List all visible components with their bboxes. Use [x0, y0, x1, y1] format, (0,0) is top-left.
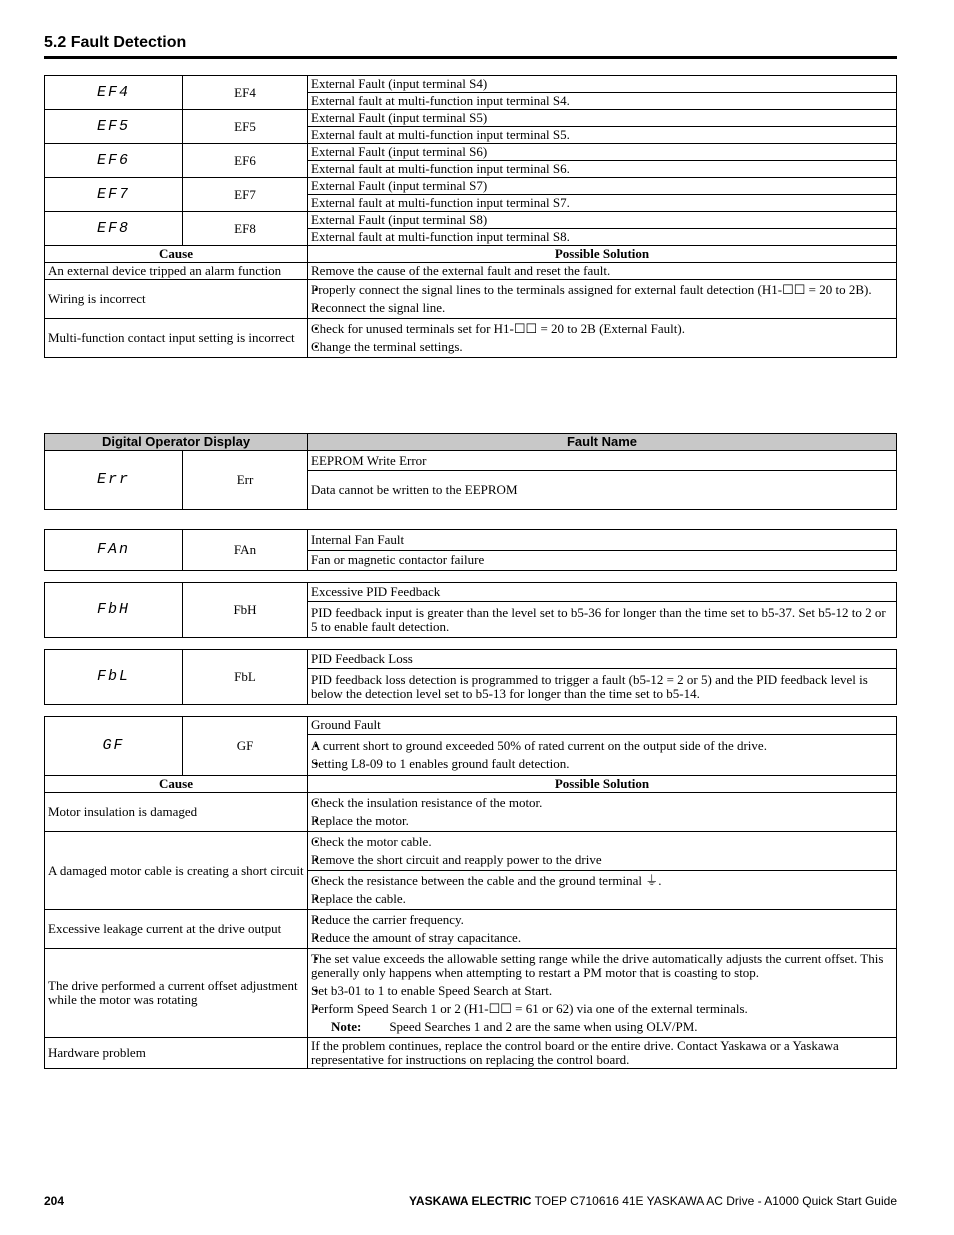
operator-display: EF4 — [45, 76, 183, 110]
fault-desc: PID feedback input is greater than the level set to b5-36 for longer than the time set to b5-37. Set b5-12 to 2 or 5 to enable fault detection. — [308, 602, 897, 638]
list-item: • Change the terminal settings. — [311, 338, 893, 356]
cause-cell: Hardware problem — [45, 1038, 308, 1069]
solution-header: Possible Solution — [308, 776, 897, 793]
cause-header-row — [45, 246, 897, 263]
list-item: • Setting L8-09 to 1 enables ground fault detection. — [311, 755, 893, 773]
fault-name: Ground Fault — [308, 717, 897, 735]
operator-display: EF5 — [45, 110, 183, 144]
ef-fault-table — [44, 75, 897, 358]
section-header — [44, 34, 897, 59]
footer-brand: YASKAWA ELECTRIC — [409, 1194, 532, 1208]
note — [311, 1018, 893, 1036]
solution-cell — [308, 871, 897, 910]
operator-display: EF7 — [45, 178, 183, 212]
operator-display: Err — [45, 451, 183, 510]
err-fault-table — [44, 433, 897, 510]
fault-desc: Data cannot be written to the EEPROM — [308, 471, 897, 510]
table-row — [45, 949, 897, 1038]
fault-code: FbL — [183, 650, 308, 705]
fault-code: FbH — [183, 583, 308, 638]
section-title: 5.2 Fault Detection — [44, 34, 187, 51]
table-row — [45, 212, 897, 229]
fan-fault-table — [44, 529, 897, 571]
list-item: • The set value exceeds the allowable setting range while the drive automatically adjusts the current offset. This generally only happens when attempting to restart a PM motor that is coasting to stop. — [311, 950, 893, 982]
cause-cell: An external device tripped an alarm function — [45, 263, 308, 280]
solution-cell: Remove the cause of the external fault and reset the fault. — [308, 263, 897, 280]
table-row — [45, 263, 897, 280]
cause-header: Cause — [45, 246, 308, 263]
fbh-fault-table — [44, 582, 897, 638]
fault-name: External Fault (input terminal S8) — [308, 212, 897, 229]
fault-desc: External fault at multi-function input terminal S8. — [308, 229, 897, 246]
page-number: 204 — [44, 1194, 65, 1208]
solution-cell — [308, 793, 897, 832]
list-item: • Reconnect the signal line. — [311, 299, 893, 317]
cause-cell: The drive performed a current offset adjustment while the motor was rotating — [45, 949, 308, 1038]
table-row — [45, 1038, 897, 1069]
cause-cell: A damaged motor cable is creating a short circuit — [45, 832, 308, 910]
table-row — [45, 530, 897, 551]
table-row — [45, 319, 897, 358]
cause-header: Cause — [45, 776, 308, 793]
fault-name: EEPROM Write Error — [308, 451, 897, 471]
fault-name: PID Feedback Loss — [308, 650, 897, 669]
list-item: • Replace the motor. — [311, 812, 893, 830]
fault-name: Excessive PID Feedback — [308, 583, 897, 602]
cause-cell: Multi-function contact input setting is incorrect — [45, 319, 308, 358]
list-item: • Reduce the carrier frequency. — [311, 911, 893, 929]
note-text: Speed Searches 1 and 2 are the same when using OLV/PM. — [389, 1019, 698, 1034]
operator-display: FbL — [45, 650, 183, 705]
operator-display: EF8 — [45, 212, 183, 246]
fault-code: EF6 — [183, 144, 308, 178]
fault-name: External Fault (input terminal S4) — [308, 76, 897, 93]
fault-desc: External fault at multi-function input terminal S7. — [308, 195, 897, 212]
fault-name: External Fault (input terminal S6) — [308, 144, 897, 161]
list-item: • Perform Speed Search 1 or 2 (H1-☐☐ = 61 or 62) via one of the external terminals. — [311, 1000, 893, 1018]
fault-name: Internal Fan Fault — [308, 530, 897, 551]
solution-cell — [308, 319, 897, 358]
list-item: • Reduce the amount of stray capacitance. — [311, 929, 893, 947]
solution-cell — [308, 949, 897, 1038]
gf-fault-table — [44, 716, 897, 1069]
fault-code: EF8 — [183, 212, 308, 246]
table-row — [45, 650, 897, 669]
solution-cell: If the problem continues, replace the control board or the entire drive. Contact Yaskawa or a Yaskawa representative for instructions on replacing the control board. — [308, 1038, 897, 1069]
list-item: • A current short to ground exceeded 50% of rated current on the output side of the drive. — [311, 737, 893, 755]
table-row — [45, 110, 897, 127]
solution-cell — [308, 832, 897, 871]
table-row — [45, 910, 897, 949]
footer-doc-title — [409, 1194, 897, 1208]
solution-cell — [308, 910, 897, 949]
list-item: • Properly connect the signal lines to the terminals assigned for external fault detection (H1-☐☐ = 20 to 2B). — [311, 281, 893, 299]
solution-cell — [308, 280, 897, 319]
table-row — [45, 144, 897, 161]
footer-doc: TOEP C710616 41E YASKAWA AC Drive - A1000 Quick Start Guide — [531, 1194, 897, 1208]
cause-cell: Motor insulation is damaged — [45, 793, 308, 832]
fault-code: EF4 — [183, 76, 308, 110]
list-item: • Check the motor cable. — [311, 833, 893, 851]
list-item: • Check the resistance between the cable and the ground terminal ⏚. — [311, 872, 893, 890]
table-row — [45, 583, 897, 602]
table-row — [45, 793, 897, 832]
operator-display-header: Digital Operator Display — [45, 434, 308, 451]
fault-code: GF — [183, 717, 308, 776]
fault-desc — [308, 734, 897, 775]
operator-display: FAn — [45, 530, 183, 571]
fault-code: EF7 — [183, 178, 308, 212]
note-label: Note: — [331, 1019, 362, 1034]
list-item: • Set b3-01 to 1 to enable Speed Search at Start. — [311, 982, 893, 1000]
fault-name: External Fault (input terminal S7) — [308, 178, 897, 195]
table-row — [45, 832, 897, 871]
fault-desc: External fault at multi-function input terminal S5. — [308, 127, 897, 144]
list-item: • Remove the short circuit and reapply power to the drive — [311, 851, 893, 869]
operator-display: GF — [45, 717, 183, 776]
table-row — [45, 76, 897, 93]
fbl-fault-table — [44, 649, 897, 705]
fault-name: External Fault (input terminal S5) — [308, 110, 897, 127]
fault-code: FAn — [183, 530, 308, 571]
operator-display: EF6 — [45, 144, 183, 178]
fault-code: EF5 — [183, 110, 308, 144]
table-row — [45, 451, 897, 471]
operator-display: FbH — [45, 583, 183, 638]
table-row — [45, 280, 897, 319]
list-item: • Check the insulation resistance of the motor. — [311, 794, 893, 812]
fault-desc: PID feedback loss detection is programmed to trigger a fault (b5-12 = 2 or 5) and the PID feedback level is below the detection level set to b5-13 for longer than the time set to b5-14. — [308, 669, 897, 705]
table-row — [45, 717, 897, 735]
list-item: • Check for unused terminals set for H1-☐☐ = 20 to 2B (External Fault). — [311, 320, 893, 338]
fault-name-header: Fault Name — [308, 434, 897, 451]
list-item: • Replace the cable. — [311, 890, 893, 908]
table-row — [45, 178, 897, 195]
fault-desc: Fan or magnetic contactor failure — [308, 550, 897, 571]
fault-desc: External fault at multi-function input terminal S4. — [308, 93, 897, 110]
solution-header: Possible Solution — [308, 246, 897, 263]
cause-cell: Excessive leakage current at the drive output — [45, 910, 308, 949]
cause-cell: Wiring is incorrect — [45, 280, 308, 319]
column-header-row — [45, 434, 897, 451]
fault-desc: External fault at multi-function input terminal S6. — [308, 161, 897, 178]
fault-code: Err — [183, 451, 308, 510]
cause-header-row — [45, 776, 897, 793]
